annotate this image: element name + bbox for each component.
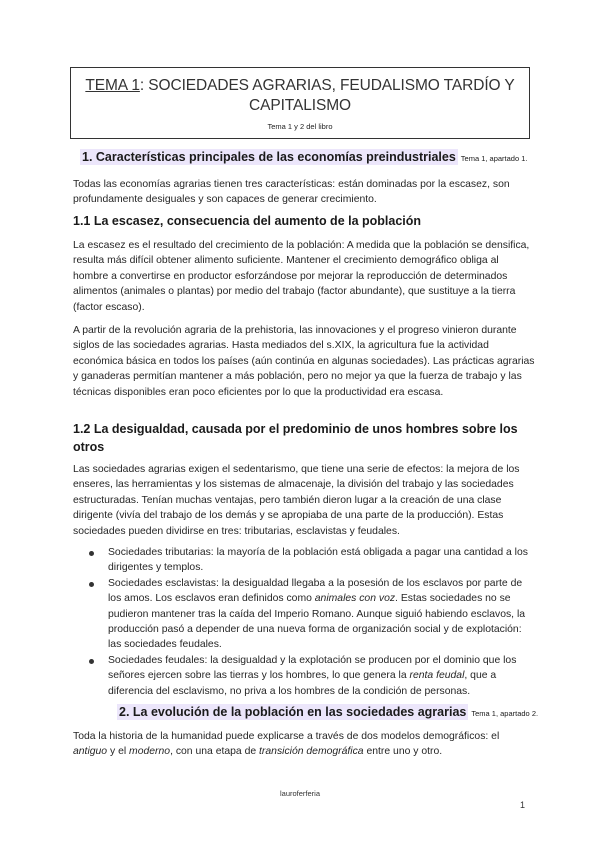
section1-intro-text: Todas las economías agrarias tienen tres características: están dominadas por la escasez, son profundamente desiguales y son capaces de generar crecimiento. [73,179,510,206]
section1-ref: Tema 1, apartado 1. [460,154,528,163]
title-prefix: TEMA 1 [85,77,140,94]
section1-1-heading: 1.1 La escasez, consecuencia del aumento de la población [73,214,422,228]
title-subtitle: Tema 1 y 2 del libro [267,122,333,131]
section1-heading [80,148,528,168]
list-item-text: , que a diferencia del esclavismo, no priva a los hombres de la condición de personas. [108,670,497,697]
section2-ref: Tema 1, apartado 2. [471,709,539,718]
list-item-text: . Estas sociedades no se pudieron mantener tras la caída del Imperio Romano. Aunque siguió habiendo esclavos, la producción pasó a depender de una nueva forma de organización social y de explotación: las sociedades feudales. [108,593,526,651]
italic-term: moderno [129,746,171,758]
section1-2-heading: 1.2 La desigualdad, causada por el predominio de unos hombres sobre los otros [73,422,518,454]
list-item [73,653,533,699]
section2-paragraph-text [73,729,535,760]
list-item [73,545,533,576]
text-run: y el [107,746,130,758]
bullet-icon [89,659,94,664]
italic-term: renta feudal [409,670,465,682]
list-item [73,576,533,653]
text-run: , con una etapa de [170,746,260,758]
italic-term: transición demográfica [259,746,364,758]
section2-paragraph [73,729,535,760]
section1-1-p2 [73,323,535,400]
italic-term: animales con voz [314,593,396,605]
section1-2-p1 [73,462,535,539]
section1-intro [73,177,535,208]
italic-term: antiguo [73,746,108,758]
title-line1: : SOCIEDADES AGRARIAS, FEUDALISMO TARDÍO Y [139,77,515,94]
section1-1-p1-text: La escasez es el resultado del crecimiento de la población: A medida que la población se densifica, resulta más difícil obtener alimento suficiente. Mantener el crecimiento demográfico obliga al hombre a convertirse en productor esforzándose por mejorar la reproducción de determinados alimentos (animales o plantas) por medio del trabajo (factor abundante), que sustituye a la tierra (factor escaso). [73,240,530,313]
section1-1-p2-text: A partir de la revolución agraria de la prehistoria, las innovaciones y el progreso vinieron durante siglos de las sociedades agrarias. Hasta mediados del s.XIX, la agricultura fue la actividad económica básica en todos los países (aún continúa en algunas sociedades). Las prácticas agrarias y ganaderas permitían mantener a más población, pero no mejor ya que la fuerza de trabajo y las técnicas disponibles eran poco eficientes por lo que la productividad era escasa. [73,325,535,398]
bullet-icon [89,551,94,556]
society-types-list [73,545,533,699]
section1-1-p1 [73,238,535,315]
text-run: Toda la historia de la humanidad puede explicarse a través de dos modelos demográficos: el [73,731,500,742]
page-number: 1 [520,800,526,810]
section1-2-p1-text: Las sociedades agrarias exigen el sedentarismo, que tiene una serie de efectos: la mejora de los enseres, las herramientas y los sistemas de almacenaje, la división del trabajo y las sociedades estructuradas. Tenían muchas ventajas, pero también dieron lugar a la creación de una clase dirigente (vivía del trabajo de los demás y se apropiaba de una parte de la producción). Estas sociedades pueden dividirse en tres: tributarias, esclavistas y feudales. [73,464,520,537]
list-item-text: Sociedades esclavistas: la desigualdad llegaba a la posesión de los esclavos por parte de los amos. Los esclavos eran definidos como [108,577,523,605]
text-run: entre uno y otro. [363,746,443,758]
title-line2: CAPITALISMO [249,97,351,114]
list-item-text: Sociedades tributarias: la mayoría de la población está obligada a pagar una cantidad a los dirigentes y templos. [108,547,528,574]
title-box [70,67,530,139]
section1-heading-text: 1. Características principales de las economías preindustriales [82,150,456,164]
section2-heading [117,703,538,723]
footer-author: lauroferferia [279,789,321,798]
section2-heading-text: 2. La evolución de la población en las sociedades agrarias [119,705,467,719]
page-title [71,76,529,116]
list-item-text: Sociedades feudales: la desigualdad y la explotación se producen por el dominio que los señores ejercen sobre las tierras y los hombres, lo que genera la [108,654,517,682]
bullet-icon [89,582,94,587]
